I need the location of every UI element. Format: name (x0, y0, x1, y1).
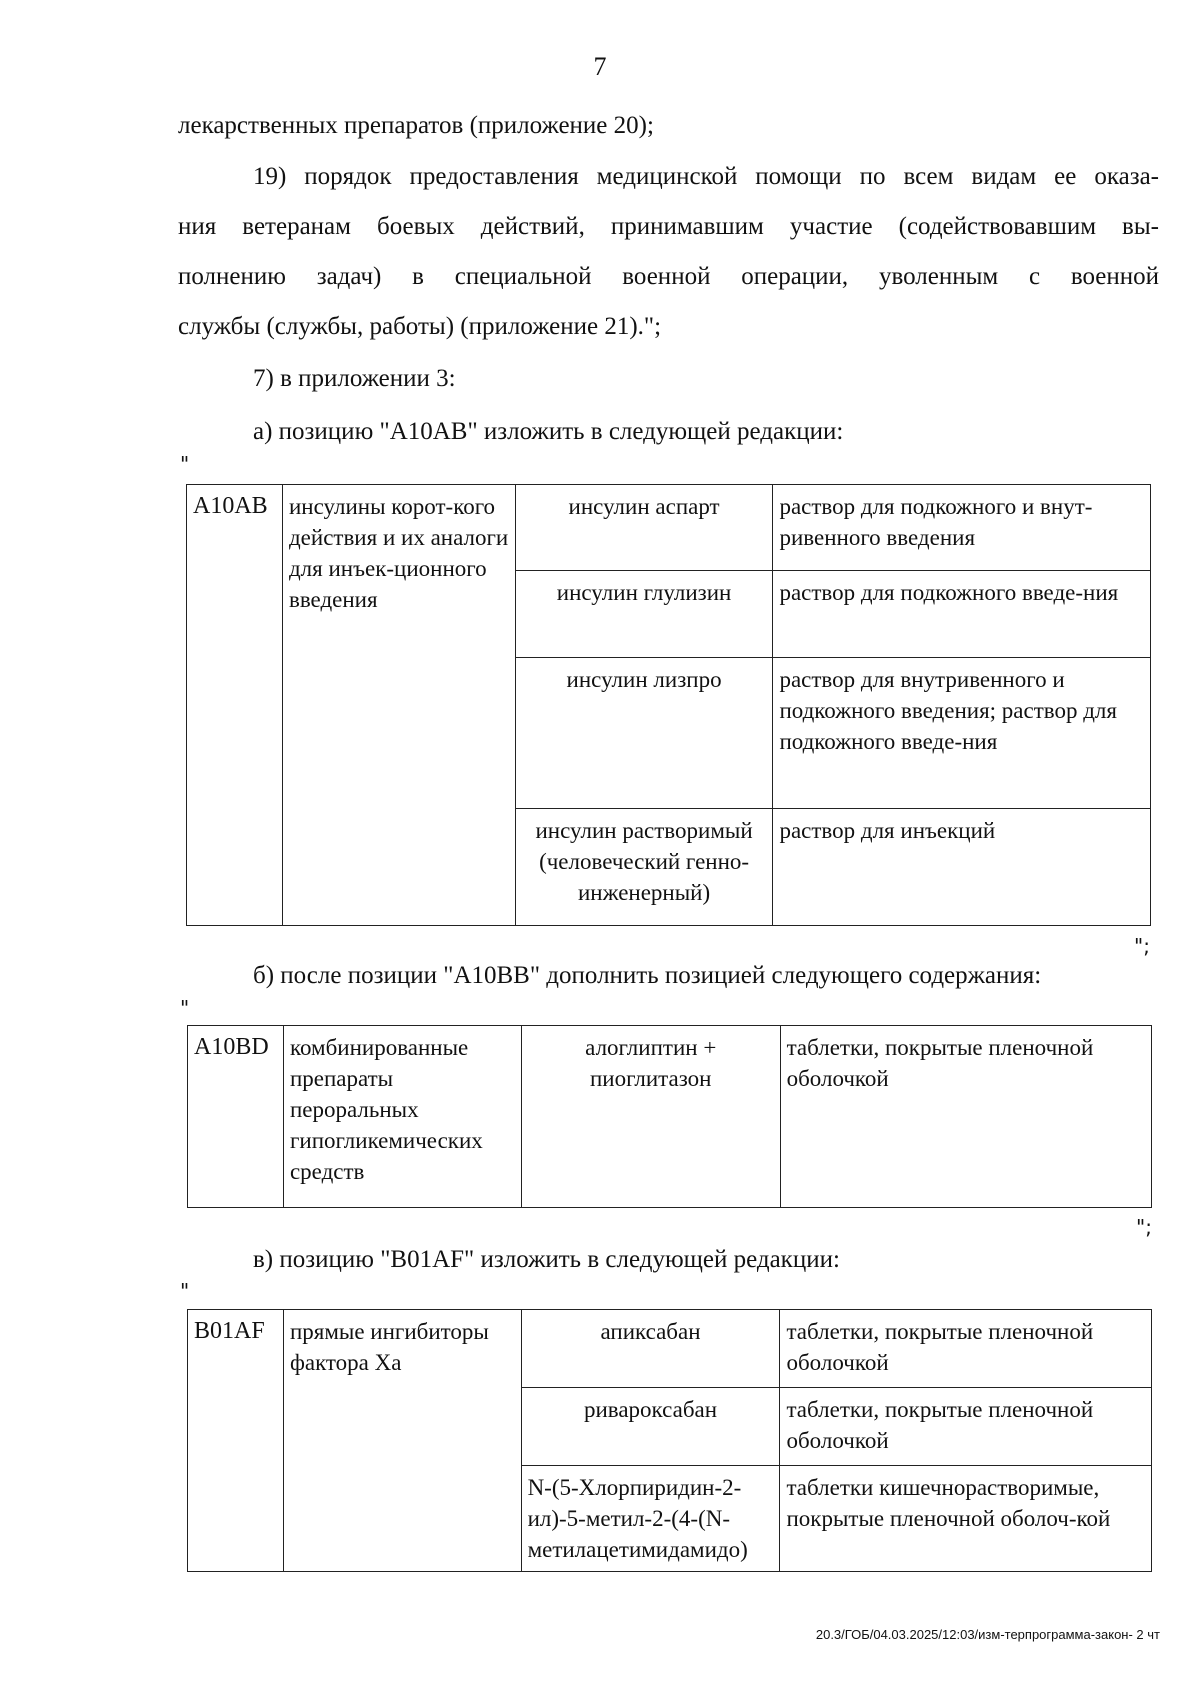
dosage-form: раствор для инъекций (773, 809, 1151, 926)
atc-code: B01AF (188, 1310, 284, 1572)
atc-code: A10BD (188, 1026, 284, 1208)
section-c-heading: в) позицию "B01AF" изложить в следующей редакции: (253, 1246, 840, 1273)
atc-code: A10AB (187, 485, 283, 926)
dosage-form: раствор для подкожного введе-ния (773, 571, 1151, 658)
drug-name: апиксабан (521, 1310, 780, 1388)
dosage-form: раствор для внутривенного и подкожного введения; раствор для подкожного введе-ния (773, 658, 1151, 809)
drug-name: инсулин глулизин (515, 571, 773, 658)
drug-group: прямые ингибиторы фактора Xa (283, 1310, 521, 1572)
page-number: 7 (593, 52, 607, 81)
drug-name: N-(5-Хлорпиридин-2-ил)-5-метил-2-(4-(N-метилацетимидамидо) (521, 1466, 780, 1572)
dosage-form: таблетки, покрытые пленочной оболочкой (780, 1388, 1152, 1466)
intro-line-3: ния ветеранам боевых действий, принимавшим участие (содействовавшим вы- (178, 213, 1159, 240)
section-b-table (187, 1025, 1152, 1208)
section-c-open-quote: " (180, 1279, 190, 1303)
dosage-form: таблетки кишечнорастворимые, покрытые пленочной оболоч-кой (780, 1466, 1152, 1572)
intro-line-6: 7) в приложении 3: (253, 365, 456, 392)
section-a-table (186, 484, 1151, 926)
drug-name: инсулин растворимый (человеческий генно-инженерный) (515, 809, 773, 926)
drug-name: ривароксабан (521, 1388, 780, 1466)
footer-reference: 20.3/ГОБ/04.03.2025/12:03/изм-терпрограмма-закон- 2 чт (815, 1627, 1160, 1642)
dosage-form: таблетки, покрытые пленочной оболочкой (780, 1026, 1151, 1208)
intro-line-1: лекарственных препаратов (приложение 20); (178, 112, 654, 139)
table-row (187, 485, 1151, 571)
table-row (188, 1310, 1152, 1388)
intro-line-2: 19) порядок предоставления медицинской помощи по всем видам ее оказа- (253, 163, 1159, 190)
drug-name: инсулин аспарт (515, 485, 773, 571)
section-a-close-quote: "; (1134, 934, 1150, 958)
section-b-close-quote: "; (1136, 1215, 1152, 1239)
drug-name: алоглиптин + пиоглитазон (521, 1026, 780, 1208)
intro-line-5: службы (службы, работы) (приложение 21)."; (178, 313, 662, 340)
section-a-open-quote: " (180, 452, 190, 476)
drug-name: инсулин лизпро (515, 658, 773, 809)
dosage-form: таблетки, покрытые пленочной оболочкой (780, 1310, 1152, 1388)
intro-line-4: полнению задач) в специальной военной операции, уволенным с военной (178, 263, 1159, 290)
dosage-form: раствор для подкожного и внут-ривенного введения (773, 485, 1151, 571)
drug-group: инсулины корот-кого действия и их аналоги для инъек-ционного введения (282, 485, 515, 926)
section-c-table (187, 1309, 1152, 1572)
section-b-heading: б) после позиции "A10BB" дополнить позицией следующего содержания: (253, 962, 1042, 989)
section-b-open-quote: " (180, 996, 190, 1020)
section-a-heading: а) позицию "A10AB" изложить в следующей редакции: (253, 418, 844, 445)
table-row (188, 1026, 1152, 1208)
drug-group: комбинированные препараты пероральных гипогликемических средств (283, 1026, 521, 1208)
